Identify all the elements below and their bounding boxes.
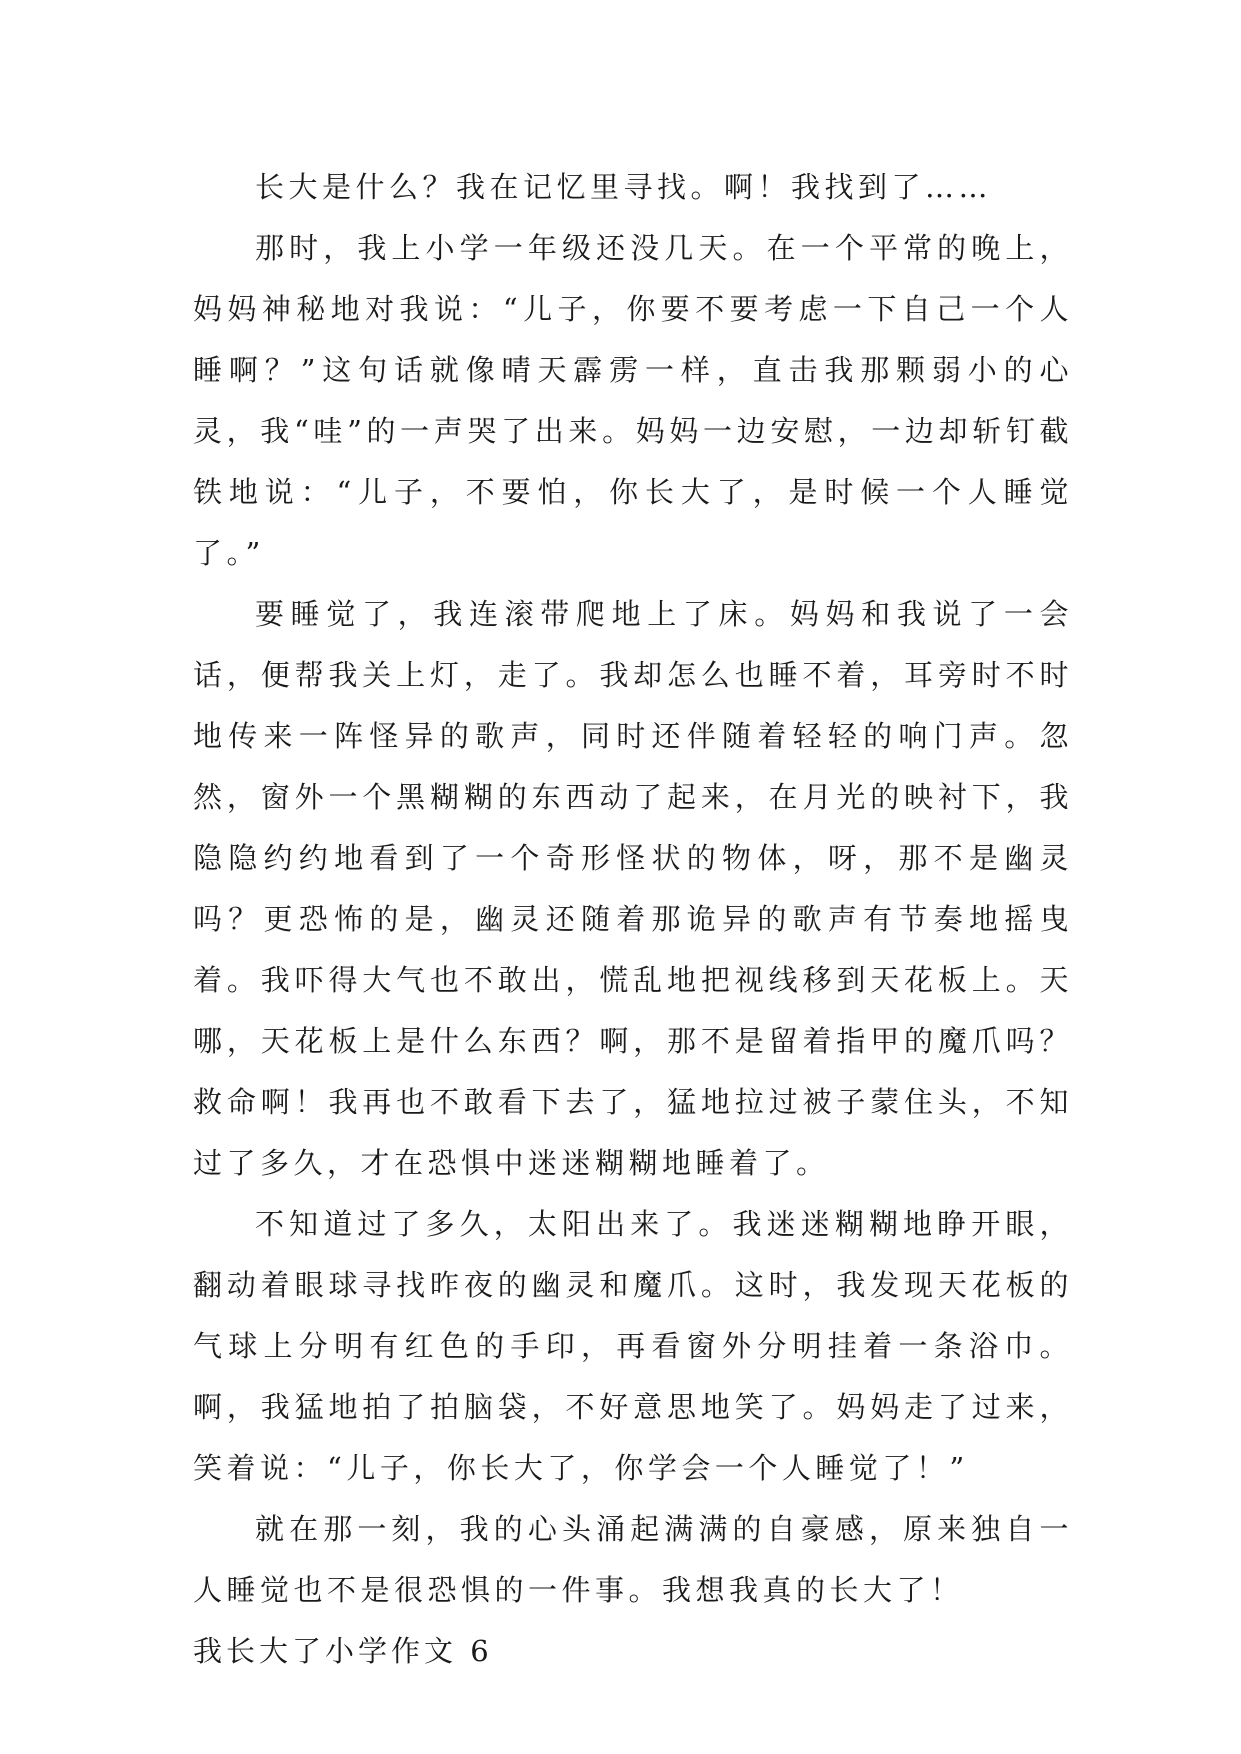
paragraph-1: 长大是什么？我在记忆里寻找。啊！我找到了…… — [255, 170, 993, 204]
essay-body — [193, 157, 1073, 1682]
next-essay-title: 我长大了小学作文 6 — [193, 1634, 493, 1668]
paragraph-5: 就在那一刻，我的心头涌起满满的自豪感，原来独自一人睡觉也不是很恐惧的一件事。我想我真的长大了！ — [193, 1512, 1073, 1607]
paragraph-4: 不知道过了多久，太阳出来了。我迷迷糊糊地睁开眼，翻动着眼球寻找昨夜的幽灵和魔爪。这时，我发现天花板的气球上分明有红色的手印，再看窗外分明挂着一条浴巾。啊，我猛地拍了拍脑袋，不好意思地笑了。妈妈走了过来，笑着说：“儿子，你长大了，你学会一个人睡觉了！” — [193, 1207, 1073, 1485]
paragraph-3: 要睡觉了，我连滚带爬地上了床。妈妈和我说了一会话，便帮我关上灯，走了。我却怎么也睡不着，耳旁时不时地传来一阵怪异的歌声，同时还伴随着轻轻的响门声。忽然，窗外一个黑糊糊的东西动了起来，在月光的映衬下，我隐隐约约地看到了一个奇形怪状的物体，呀，那不是幽灵吗？更恐怖的是，幽灵还随着那诡异的歌声有节奏地摇曳着。我吓得大气也不敢出，慌乱地把视线移到天花板上。天哪，天花板上是什么东西？啊，那不是留着指甲的魔爪吗？救命啊！我再也不敢看下去了，猛地拉过被子蒙住头，不知过了多久，才在恐惧中迷迷糊糊地睡着了。 — [193, 597, 1073, 1180]
paragraph-2: 那时，我上小学一年级还没几天。在一个平常的晚上，妈妈神秘地对我说：“儿子，你要不要考虑一下自己一个人睡啊？”这句话就像晴天霹雳一样，直击我那颗弱小的心灵，我“哇”的一声哭了出来。妈妈一边安慰，一边却斩钉截铁地说：“儿子，不要怕，你长大了，是时候一个人睡觉了。” — [193, 231, 1073, 570]
